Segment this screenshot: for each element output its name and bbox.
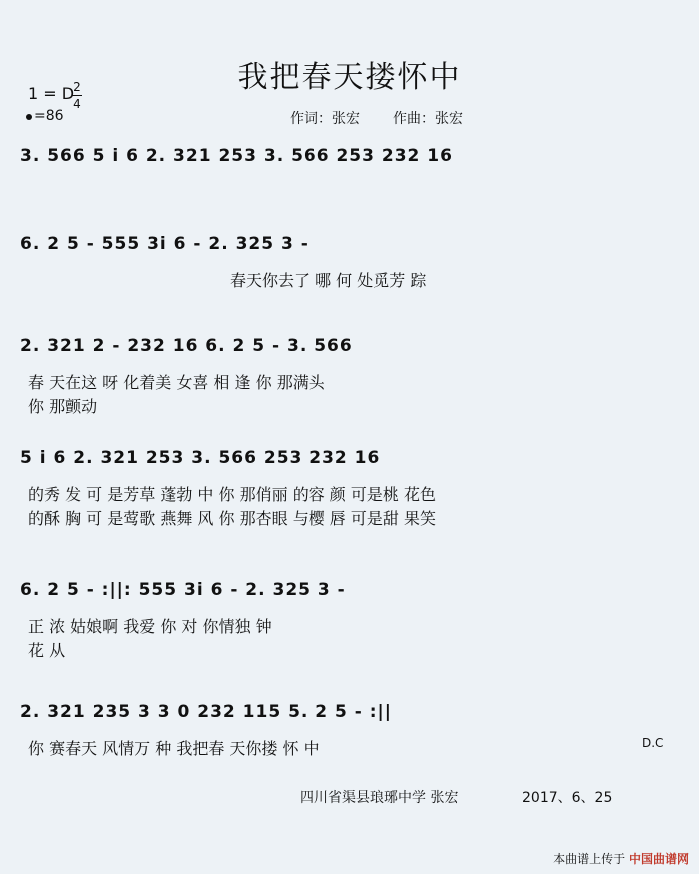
score-row-5-lyrics-2: 花 从 bbox=[28, 641, 66, 660]
site-logo[interactable]: 中国曲谱网 bbox=[628, 852, 689, 866]
score-row-4-lyrics-1: 的秀 发 可 是芳草 蓬勃 中 你 那俏丽 的容 颜 可是桃 花色 bbox=[28, 485, 436, 504]
score-row-3-lyrics-1: 春 天在这 呀 化着美 女喜 相 逢 你 那满头 bbox=[28, 373, 325, 392]
score-row-3-notes: 2. 321 2 - 232 16 6. 2 5 - 3. 566 bbox=[20, 336, 353, 356]
author-credit: 四川省渠县琅琊中学 张宏 bbox=[300, 790, 459, 806]
score-title: 我把春天搂怀中 bbox=[237, 60, 462, 95]
composer-credit: 作曲：张宏 bbox=[393, 111, 463, 127]
score-row-4-notes: 5 i 6 2. 321 253 3. 566 253 232 16 bbox=[20, 448, 381, 468]
time-signature-top: 2 bbox=[73, 80, 81, 94]
da-capo-marking: D.C bbox=[642, 736, 664, 750]
date-stamp: 2017、6、25 bbox=[522, 790, 613, 806]
score-row-6-lyrics: 你 赛春天 风情万 种 我把春 天你搂 怀 中 bbox=[28, 739, 320, 758]
score-row-5-notes: 6. 2 5 - :||: 555 3i 6 - 2. 325 3 - bbox=[20, 580, 346, 600]
score-row-1-notes: 3. 566 5 i 6 2. 321 253 3. 566 253 232 16 bbox=[20, 146, 453, 166]
time-signature-bottom: 4 bbox=[73, 97, 81, 111]
lyricist-credit: 作词：张宏 bbox=[290, 111, 360, 127]
score-row-3-lyrics-2: 你 那颤动 bbox=[28, 397, 98, 416]
tempo-marking: =86 bbox=[26, 108, 64, 124]
time-signature bbox=[72, 80, 82, 111]
quarter-note-icon bbox=[26, 114, 32, 120]
score-row-5-lyrics-1: 正 浓 姑娘啊 我爱 你 对 你情独 钟 bbox=[28, 617, 272, 636]
upload-notice: 本曲谱上传于 中国曲谱网 bbox=[553, 852, 689, 866]
score-row-2-notes: 6. 2 5 - 555 3i 6 - 2. 325 3 - bbox=[20, 234, 309, 254]
score-row-4-lyrics-2: 的酥 胸 可 是莺歌 燕舞 风 你 那杏眼 与樱 唇 可是甜 果笑 bbox=[28, 509, 436, 528]
key-signature: 1 = D bbox=[28, 84, 75, 103]
score-row-2-lyrics: 春天你去了 哪 何 处觅芳 踪 bbox=[230, 271, 427, 290]
score-row-6-notes: 2. 321 235 3 3 0 232 115 5. 2 5 - :|| bbox=[20, 702, 392, 722]
